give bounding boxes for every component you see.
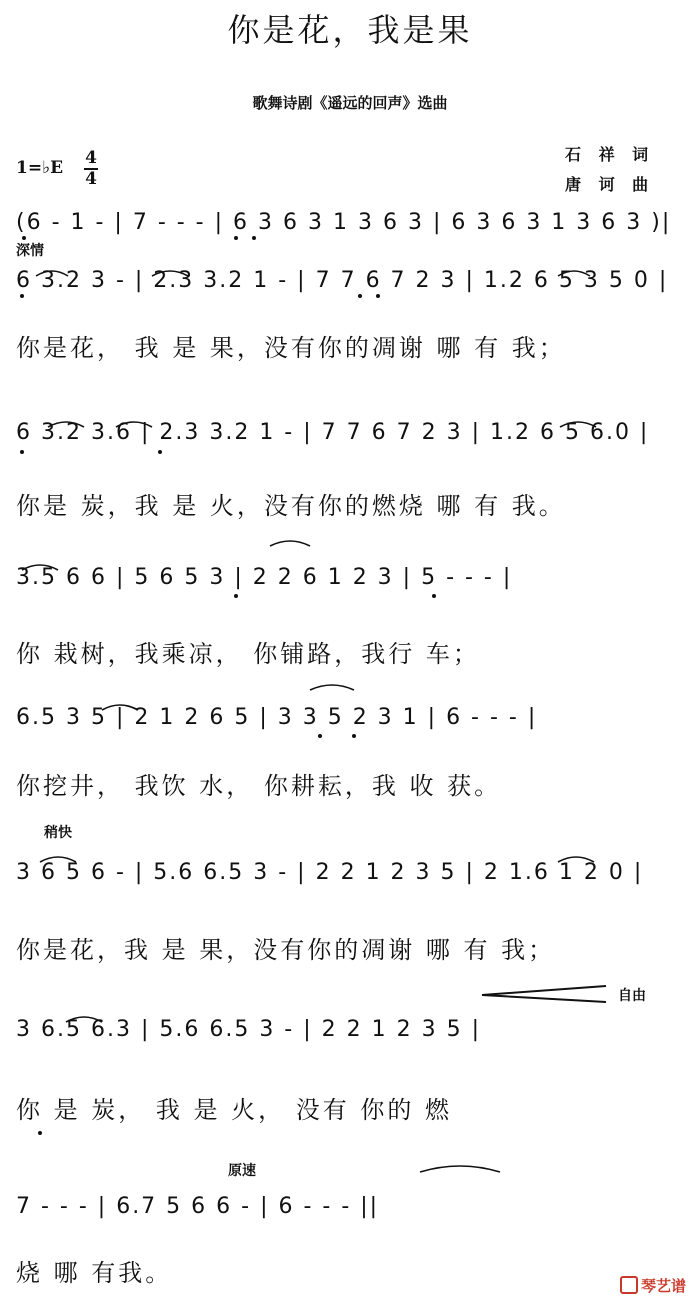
song-title: 你是花，我是果 [227, 11, 473, 49]
score-system-6: 3 6 5 6 - | 5.6 6.5 3 - | 2 2 1 2 3 5 | 2 1.6 1 2 0 | [16, 860, 644, 885]
lyrics-line-8: 烧 哪 有我。 [16, 1259, 173, 1287]
watermark-text: 琴艺谱 [640, 1277, 686, 1295]
score-system-2: 6 3.2 3 - | 2.3 3.2 1 - | 7 7 6 7 2 3 | 1.2 6 5 3 5 0 | [16, 268, 669, 293]
expression-marking-deep: 深情 [16, 243, 44, 259]
composer-credit: 唐 诃 曲 [565, 175, 655, 194]
lyrics-line-2: 你是花， 我 是 果，没有你的凋谢 哪 有 我； [16, 334, 566, 362]
score-system-3: 6 3.2 3.6 | 2.3 3.2 1 - | 7 7 6 7 2 3 | 1.2 6 5 6.0 | [16, 420, 650, 445]
lyricist-credit: 石 祥 词 [565, 145, 655, 164]
score-system-5: 6.5 3 5 | 2 1 2 6 5 | 3 3 5 2 3 1 | 6 - - - | [16, 705, 538, 730]
time-signature-bottom: 4 [85, 169, 97, 189]
watermark-logo-icon [620, 1276, 638, 1294]
tempo-marking-original: 原速 [228, 1163, 256, 1179]
score-system-8: 7 - - - | 6.7 5 6 6 - | 6 - - - || [16, 1194, 380, 1219]
lyrics-line-5: 你挖井， 我饮 水， 你耕耘，我 收 获。 [16, 772, 502, 800]
score-system-1: (6 - 1 - | 7 - - - | 6 3 6 3 1 3 6 3 | 6 3 6 3 1 3 6 3 )| [16, 210, 672, 235]
song-subtitle: 歌舞诗剧《遥远的回声》选曲 [252, 94, 448, 112]
score-system-7: 3 6.5 6.3 | 5.6 6.5 3 - | 2 2 1 2 3 5 | [16, 1017, 481, 1042]
site-watermark [620, 1275, 686, 1296]
tempo-marking-faster: 稍快 [44, 825, 72, 841]
score-system-4: 3.5 6 6 | 5 6 5 3 | 2 2 6 1 2 3 | 5 - - - | [16, 565, 513, 590]
lyrics-line-4: 你 栽树，我乘凉， 你铺路，我行 车； [16, 640, 480, 668]
time-signature-top: 4 [85, 148, 97, 168]
lyrics-line-7: 你 是 炭， 我 是 火， 没有 你的 燃 [16, 1096, 453, 1124]
tempo-marking-free: 自由 [618, 988, 646, 1004]
lyrics-line-3: 你是 炭，我 是 火，没有你的燃烧 哪 有 我。 [16, 492, 566, 520]
key-signature: 1=♭E [16, 158, 64, 178]
lyrics-line-6: 你是花，我 是 果，没有你的凋谢 哪 有 我； [16, 936, 556, 964]
